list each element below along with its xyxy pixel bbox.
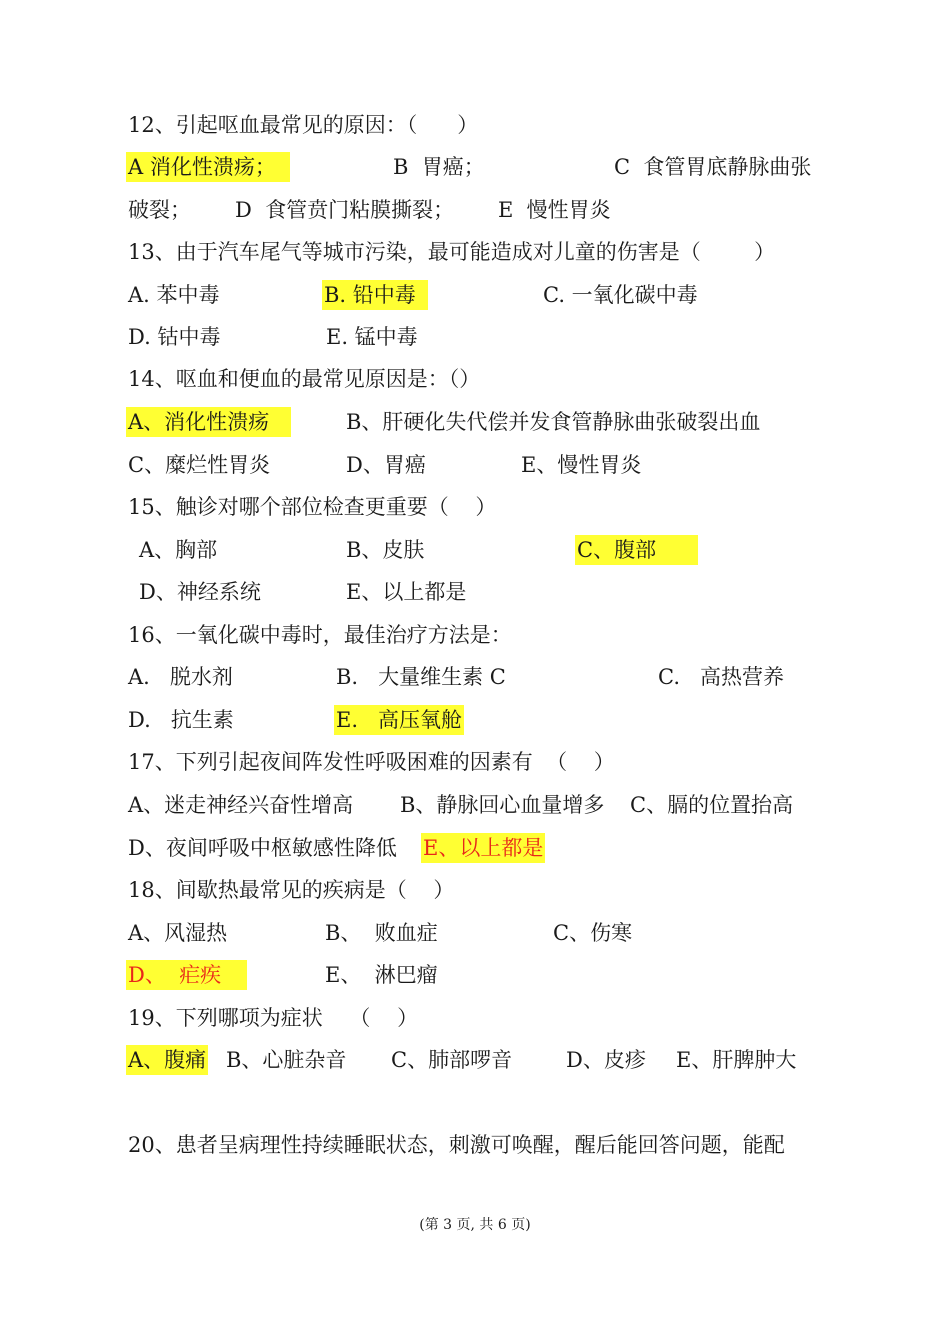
option-a-highlighted: A、消化性溃疡 [126, 407, 291, 437]
question-stem-text: 16、一氧化碳中毒时，最佳治疗方法是： [128, 623, 512, 647]
option-c-continued: 破裂； [128, 198, 191, 222]
option-e: E 慢性胃炎 [498, 198, 611, 222]
option-e-highlighted: E. 高压氧舱 [334, 705, 464, 735]
question-18-options-row-1 [0, 918, 950, 948]
question-13-options-row-2 [0, 322, 950, 352]
option-e-highlighted: E、以上都是 [421, 833, 545, 863]
option-b: B、 败血症 [325, 921, 438, 945]
option-e: E、 淋巴瘤 [325, 963, 438, 987]
option-c: C、膈的位置抬高 [630, 793, 794, 817]
question-20-stem [0, 1130, 950, 1160]
option-a: A、迷走神经兴奋性增高 [128, 793, 354, 817]
question-stem-text: 17、下列引起夜间阵发性呼吸困难的因素有 （ ） [128, 750, 615, 774]
option-a: A. 苯中毒 [128, 283, 220, 307]
question-14-options-row-1 [0, 407, 950, 437]
question-15-options-row-2 [0, 577, 950, 607]
option-a: A. 脱水剂 [128, 665, 233, 689]
option-a: A、胸部 [139, 538, 218, 562]
question-19-options-row-1 [0, 1045, 950, 1075]
question-17-options-row-1 [0, 790, 950, 820]
option-c: C. 一氧化碳中毒 [543, 283, 698, 307]
question-stem-text: 19、下列哪项为症状 （ ） [128, 1006, 419, 1030]
option-c: C. 高热营养 [658, 665, 785, 689]
page-footer: (第 3 页, 共 6 页) [419, 1217, 531, 1233]
question-stem-text: 18、间歇热最常见的疾病是（ ） [128, 878, 455, 902]
question-19-stem [0, 1003, 950, 1033]
option-b-highlighted: B. 铅中毒 [322, 280, 428, 310]
question-16-options-row-2 [0, 705, 950, 735]
option-e: E. 锰中毒 [326, 325, 418, 349]
option-e: E、肝脾肿大 [676, 1048, 797, 1072]
option-b: B 胃癌； [393, 155, 485, 179]
question-12-stem [0, 110, 950, 140]
option-e: E、以上都是 [346, 580, 467, 604]
option-c: C、伤寒 [553, 921, 633, 945]
option-d: D. 钴中毒 [128, 325, 221, 349]
option-b: B. 大量维生素 C [336, 665, 506, 689]
option-c: C 食管胃底静脉曲张 [614, 155, 812, 179]
question-13-options-row-1 [0, 280, 950, 310]
option-d-highlighted: D、 疟疾 [126, 960, 247, 990]
option-d: D、胃癌 [346, 453, 426, 477]
option-b: B、皮肤 [346, 538, 425, 562]
option-a-highlighted: A 消化性溃疡； [126, 152, 290, 182]
question-15-options-row-1 [0, 535, 950, 565]
option-b: B、静脉回心血量增多 [400, 793, 605, 817]
option-c: C、糜烂性胃炎 [128, 453, 271, 477]
question-14-options-row-2 [0, 450, 950, 480]
question-stem-text: 13、由于汽车尾气等城市污染，最可能造成对儿童的伤害是（ ） [128, 240, 776, 264]
option-d: D、夜间呼吸中枢敏感性降低 [128, 836, 397, 860]
question-18-options-row-2 [0, 960, 950, 990]
question-stem-text: 14、呕血和便血的最常见原因是：（） [128, 367, 481, 391]
option-a: A、风湿热 [128, 921, 228, 945]
question-12-options-row-1 [0, 152, 950, 182]
option-d: D、皮疹 [566, 1048, 646, 1072]
option-c-highlighted: C、腹部 [575, 535, 698, 565]
option-d: D、神经系统 [139, 580, 261, 604]
question-17-stem [0, 747, 950, 777]
option-b: B、心脏杂音 [226, 1048, 347, 1072]
question-17-options-row-2 [0, 833, 950, 863]
question-16-stem [0, 620, 950, 650]
option-d: D. 抗生素 [128, 708, 234, 732]
question-15-stem [0, 492, 950, 522]
question-14-stem [0, 364, 950, 394]
question-stem-text: 15、触诊对哪个部位检查更重要（ ） [128, 495, 497, 519]
question-stem-text: 20、患者呈病理性持续睡眠状态，刺激可唤醒，醒后能回答问题，能配 [128, 1133, 785, 1157]
question-16-options-row-1 [0, 662, 950, 692]
option-b: B、肝硬化失代偿并发食管静脉曲张破裂出血 [346, 410, 761, 434]
question-12-options-row-2 [0, 195, 950, 225]
option-a-highlighted: A、腹痛 [126, 1045, 208, 1075]
option-e: E、慢性胃炎 [521, 453, 642, 477]
question-18-stem [0, 875, 950, 905]
option-d: D 食管贲门粘膜撕裂； [235, 198, 455, 222]
option-c: C、肺部啰音 [391, 1048, 513, 1072]
question-stem-text: 12、引起呕血最常见的原因：（ ） [128, 113, 479, 137]
question-13-stem [0, 237, 950, 267]
